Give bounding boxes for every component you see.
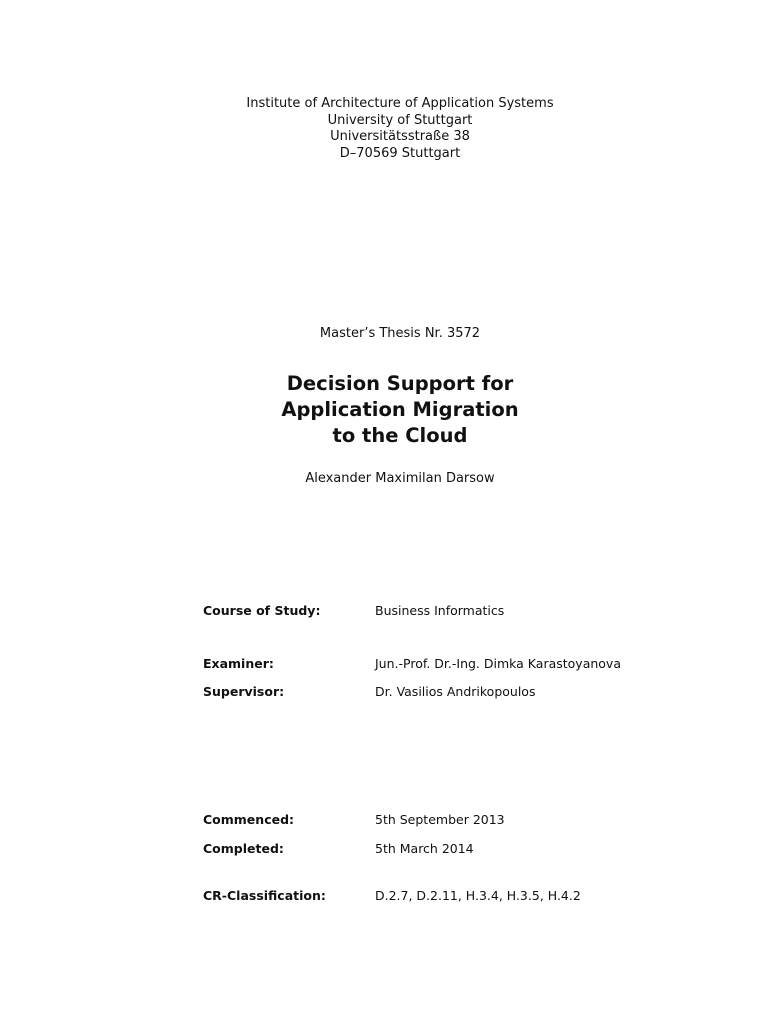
detail-label: Commenced: bbox=[203, 812, 295, 827]
thesis-number: Master’s Thesis Nr. 3572 bbox=[319, 326, 481, 341]
detail-label: Examiner: bbox=[203, 656, 274, 671]
institute-name: Institute of Architecture of Application Systems bbox=[246, 96, 554, 111]
detail-value: 5th March 2014 bbox=[375, 841, 474, 856]
detail-row-cr-classification bbox=[203, 887, 743, 905]
detail-row-commenced bbox=[203, 811, 743, 829]
title-line-2: Application Migration bbox=[281, 398, 519, 421]
title-line-1: Decision Support for bbox=[286, 372, 514, 395]
detail-label: Supervisor: bbox=[203, 684, 285, 699]
detail-row-supervisor bbox=[203, 683, 743, 701]
title-line-3: to the Cloud bbox=[332, 424, 468, 447]
institute-address-block bbox=[0, 96, 768, 162]
detail-label: Completed: bbox=[203, 841, 284, 856]
detail-row-completed bbox=[203, 840, 743, 858]
detail-value: D.2.7, D.2.11, H.3.4, H.3.5, H.4.2 bbox=[375, 888, 581, 903]
detail-value: Business Informatics bbox=[375, 603, 505, 618]
thesis-title bbox=[0, 371, 768, 449]
street-address: Universitätsstraße 38 bbox=[330, 129, 470, 144]
detail-row-examiner bbox=[203, 655, 743, 673]
detail-row-course bbox=[203, 602, 743, 620]
university-name: University of Stuttgart bbox=[327, 112, 473, 128]
detail-value: Jun.-Prof. Dr.-Ing. Dimka Karastoyanova bbox=[375, 656, 621, 671]
postal-city: D–70569 Stuttgart bbox=[339, 145, 461, 161]
author-name: Alexander Maximilan Darsow bbox=[305, 471, 495, 486]
detail-value: 5th September 2013 bbox=[375, 812, 505, 827]
detail-label: Course of Study: bbox=[203, 603, 321, 618]
detail-label: CR-Classification: bbox=[203, 888, 326, 903]
detail-value: Dr. Vasilios Andrikopoulos bbox=[375, 684, 536, 699]
